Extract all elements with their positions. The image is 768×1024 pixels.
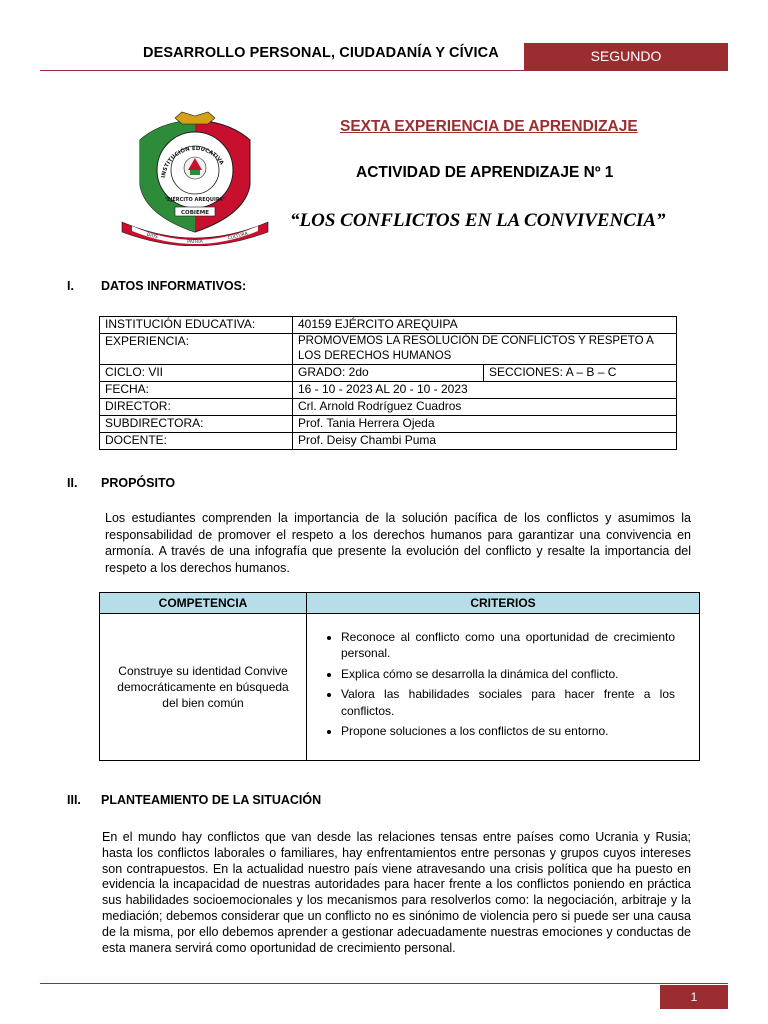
table-row (100, 382, 677, 399)
experience-title: SEXTA EXPERIENCIA DE APRENDIZAJE (340, 118, 638, 135)
criteria-cell (307, 614, 700, 761)
grade-badge: SEGUNDO (524, 43, 728, 70)
list-item: • Reconoce al conflicto como una oportunidad de crecimiento personal. (341, 629, 675, 662)
crest-name-text: "EJÉRCITO AREQUIPA" (164, 197, 226, 203)
column-header-criterios: CRITERIOS (307, 593, 700, 614)
info-value: 40159 EJÉRCITO AREQUIPA (293, 317, 677, 334)
criteria-list (321, 629, 675, 740)
table-row (100, 614, 700, 761)
ribbon-word-3: CULTURA (227, 231, 249, 242)
situation-paragraph: En el mundo hay conflictos que van desde las relaciones tensas entre países como Ucrania y Rusia; hasta los conflictos laborales o familiares, hay enfrentamientos entre personas y grupos cuyos intereses son contrapuestos. En la actualidad nuestro país viene atravesando una crisis política que ha puesto en evidencia la incapacidad de nuestras autoridades para hacer frente a los conflictos poniendo en práctica sus habilidades socioemocionales y los mecanismos para resolverlos como: la negociación, arbitraje y la mediación; debemos considerar que un conflicto no es sinónimo de violencia pero si puede ser una causa de la misma, por ello debemos aprender a gestionar adecuadamente nuestras emociones y conductas de esta manera servirá como oportunidad de crecimiento personal. (102, 830, 691, 955)
table-row (100, 365, 677, 382)
column-header-competencia: COMPETENCIA (100, 593, 307, 614)
table-row (100, 334, 677, 365)
school-crest-logo (120, 110, 270, 246)
info-value: Prof. Deisy Chambi Puma (293, 433, 677, 450)
header-divider (40, 70, 728, 71)
competency-table (99, 592, 700, 761)
crest-ring-text: INSTITUCIÓN EDUCATIVA (161, 145, 225, 179)
topic-title: “LOS CONFLICTOS EN LA CONVIVENCIA” (290, 210, 666, 231)
info-value: SECCIONES: A – B – C (484, 365, 677, 382)
section-label: PLANTEAMIENTO DE LA SITUACIÓN (101, 793, 322, 807)
purpose-paragraph: Los estudiantes comprenden la importancia de la solución pacífica de los conflictos y asumimos la responsabilidad de promover el respeto a los derechos humanos para garantizar una convivencia en armonía. A través de una infografía que presente la evolución del conflicto y resalte la importancia del respeto a los derechos humanos. (105, 511, 691, 575)
ribbon-word-2: PATRIA (187, 240, 203, 245)
info-label: EXPERIENCIA: (100, 334, 293, 365)
info-label: DOCENTE: (100, 433, 293, 450)
list-item: • Explica cómo se desarrolla la dinámica del conflicto. (341, 666, 675, 683)
crest-code-text: COBIEME (181, 210, 209, 216)
section-number: II. (67, 476, 78, 490)
footer-divider (40, 983, 728, 984)
info-value: 16 - 10 - 2023 AL 20 - 10 - 2023 (293, 382, 677, 399)
info-label: FECHA: (100, 382, 293, 399)
section-number: III. (67, 793, 81, 807)
ribbon-word-1: DIOS (146, 232, 159, 241)
table-row (100, 416, 677, 433)
info-value: PROMOVEMOS LA RESOLUCIÓN DE CONFLICTOS Y RESPETO A LOS DERECHOS HUMANOS (293, 334, 677, 365)
info-label: CICLO: VII (100, 365, 293, 382)
section-number: I. (67, 279, 74, 293)
info-label: INSTITUCIÓN EDUCATIVA: (100, 317, 293, 334)
list-item: • Propone soluciones a los conflictos de su entorno. (341, 723, 675, 740)
table-row (100, 399, 677, 416)
info-table (99, 316, 677, 450)
competency-cell: Construye su identidad Convive democráticamente en búsqueda del bien común (100, 614, 307, 761)
info-value: Prof. Tania Herrera Ojeda (293, 416, 677, 433)
section-label: PROPÓSITO (101, 476, 176, 490)
list-item: • Valora las habilidades sociales para hacer frente a los conflictos. (341, 686, 675, 719)
info-label: SUBDIRECTORA: (100, 416, 293, 433)
table-header-row (100, 593, 700, 614)
info-value: GRADO: 2do (293, 365, 484, 382)
table-row (100, 433, 677, 450)
table-row (100, 317, 677, 334)
info-value: Crl. Arnold Rodríguez Cuadros (293, 399, 677, 416)
info-label: DIRECTOR: (100, 399, 293, 416)
section-label: DATOS INFORMATIVOS: (101, 279, 247, 293)
activity-title: ACTIVIDAD DE APRENDIZAJE Nº 1 (356, 164, 614, 181)
page-number: 1 (660, 985, 728, 1009)
subject-title: DESARROLLO PERSONAL, CIUDADANÍA Y CÍVICA (143, 45, 499, 61)
